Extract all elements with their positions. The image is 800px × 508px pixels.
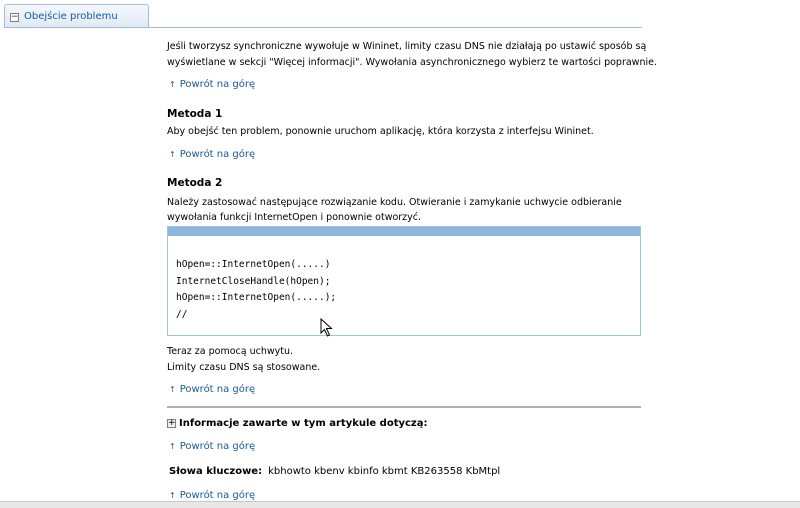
section-divider <box>167 406 641 408</box>
back-to-top-link[interactable]: ↑ Powrót na górę <box>169 441 256 452</box>
arrow-up-icon: ↑ <box>169 150 176 159</box>
expand-icon[interactable]: + <box>168 418 176 428</box>
back-to-top-link[interactable]: ↑ Powrót na górę <box>169 384 256 395</box>
intro-line-2: wyświetlane w sekcji "Więcej informacji". Wywołania asynchronicznego wybierz te wartości poprawnie. <box>167 57 657 68</box>
arrow-up-icon: ↑ <box>169 442 176 451</box>
code-line: hOpen=::InternetOpen(.....); <box>176 292 337 303</box>
tab-underline <box>4 27 642 28</box>
arrow-up-icon: ↑ <box>169 80 176 89</box>
collapse-icon[interactable]: − <box>11 12 19 22</box>
section-tab[interactable] <box>4 4 149 28</box>
arrow-up-icon: ↑ <box>169 491 176 500</box>
method1-heading: Metoda 1 <box>167 108 223 120</box>
method1-text: Aby obejść ten problem, ponownie uruchom aplikację, która korzysta z interfejsu Wininet. <box>167 126 594 137</box>
code-block-header <box>168 227 640 236</box>
arrow-up-icon: ↑ <box>169 385 176 394</box>
keywords <box>169 466 500 477</box>
back-to-top-link[interactable]: ↑ Powrót na górę <box>169 490 256 501</box>
code-line: hOpen=::InternetOpen(.....) <box>176 259 331 270</box>
code-text <box>176 257 336 323</box>
after-code-line-2: Limity czasu DNS są stosowane. <box>167 362 321 373</box>
code-line: // <box>176 308 188 320</box>
back-to-top-link[interactable]: ↑ Powrót na górę <box>169 149 256 160</box>
keywords-value: kbhowto kbenv kbinfo kbmt KB263558 KbMtpl <box>268 466 501 477</box>
back-to-top-link[interactable]: ↑ Powrót na górę <box>169 79 256 90</box>
intro-line-1: Jeśli tworzysz synchroniczne wywołuje w Wininet, limity czasu DNS nie działają po ustawić sposób są <box>167 41 647 52</box>
after-code-line-1: Teraz za pomocą uchwytu. <box>167 346 293 357</box>
method2-heading: Metoda 2 <box>167 177 223 189</box>
code-block <box>167 226 641 336</box>
section-tab-label[interactable]: Obejście problemu <box>24 11 118 22</box>
keywords-label: Słowa kluczowe: <box>169 466 263 477</box>
applies-to-heading[interactable]: Informacje zawarte w tym artykule dotyczą: <box>179 418 428 429</box>
mouse-cursor-icon <box>320 318 334 338</box>
method2-line-1: Należy zastosować następujące rozwiązanie kodu. Otwieranie i zamykanie uchwycie odbieranie <box>167 197 622 208</box>
code-line: InternetCloseHandle(hOpen); <box>176 275 331 287</box>
method2-line-2: wywołania funkcji InternetOpen i ponownie otworzyć. <box>167 212 422 223</box>
